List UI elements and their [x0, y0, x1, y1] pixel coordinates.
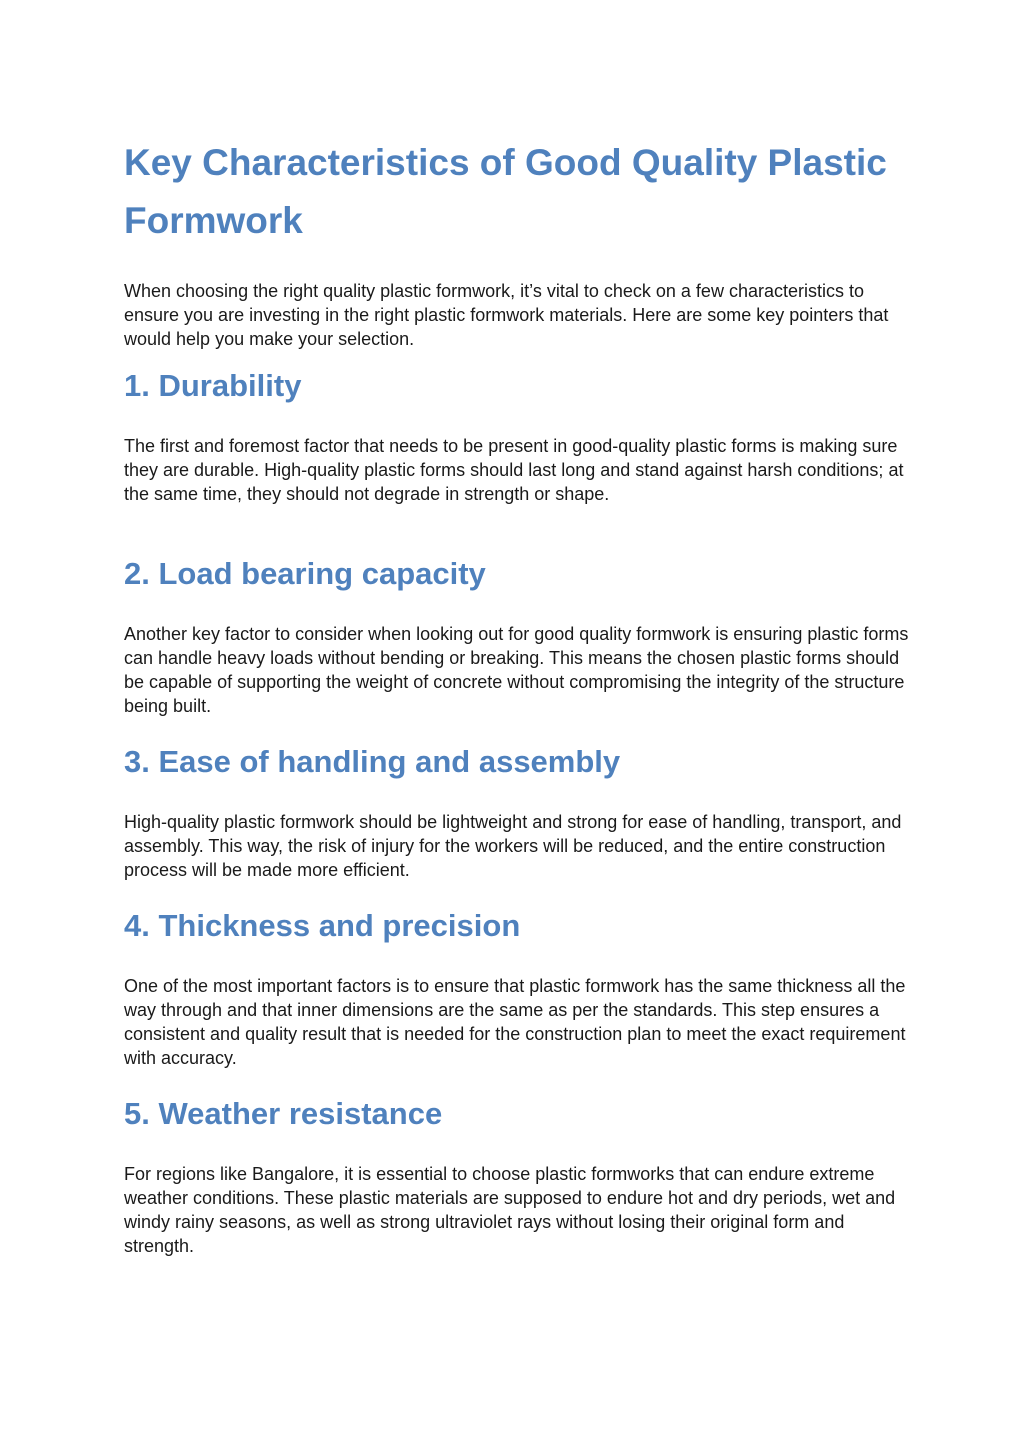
section-load-bearing: [124, 554, 914, 718]
section-heading: 3. Ease of handling and assembly: [124, 744, 621, 779]
section-heading: 5. Weather resistance: [124, 1096, 443, 1131]
intro-paragraph: When choosing the right quality plastic formwork, it’s vital to check on a few characteristics to ensure you are investing in the right plastic formwork materials. Here are some key pointers that would help you make your selection.: [124, 281, 889, 349]
section-paragraph: For regions like Bangalore, it is essential to choose plastic formworks that can endure extreme weather conditions. These plastic materials are supposed to endure hot and dry periods, wet and windy rainy seasons, as well as strong ultraviolet rays without losing their original form and strength.: [124, 1164, 896, 1256]
section-heading: 2. Load bearing capacity: [124, 556, 486, 591]
section-handling-assembly: [124, 742, 914, 882]
section-paragraph: The first and foremost factor that needs to be present in good-quality plastic forms is making sure they are durable. High-quality plastic forms should last long and stand against harsh conditions; at the same time, they should not degrade in strength or shape.: [124, 436, 904, 504]
section-durability: [124, 366, 914, 506]
page-title: Key Characteristics of Good Quality Plastic Formwork: [124, 142, 887, 241]
document-page: [124, 134, 914, 351]
section-paragraph: Another key factor to consider when looking out for good quality formwork is ensuring plastic forms can handle heavy loads without bending or breaking. This means the chosen plastic forms should be capable of supporting the weight of concrete without compromising the integrity of the structure being built.: [124, 624, 909, 716]
section-thickness-precision: [124, 906, 914, 1070]
section-heading: 1. Durability: [124, 368, 302, 403]
section-weather-resistance: [124, 1094, 914, 1258]
section-paragraph: One of the most important factors is to ensure that plastic formwork has the same thickness all the way through and that inner dimensions are the same as per the standards. This step ensures a consistent and quality result that is needed for the construction plan to meet the exact requirement with accuracy.: [124, 976, 906, 1068]
section-paragraph: High-quality plastic formwork should be lightweight and strong for ease of handling, transport, and assembly. This way, the risk of injury for the workers will be reduced, and the entire construction process will be made more efficient.: [124, 812, 902, 880]
section-heading: 4. Thickness and precision: [124, 908, 521, 943]
